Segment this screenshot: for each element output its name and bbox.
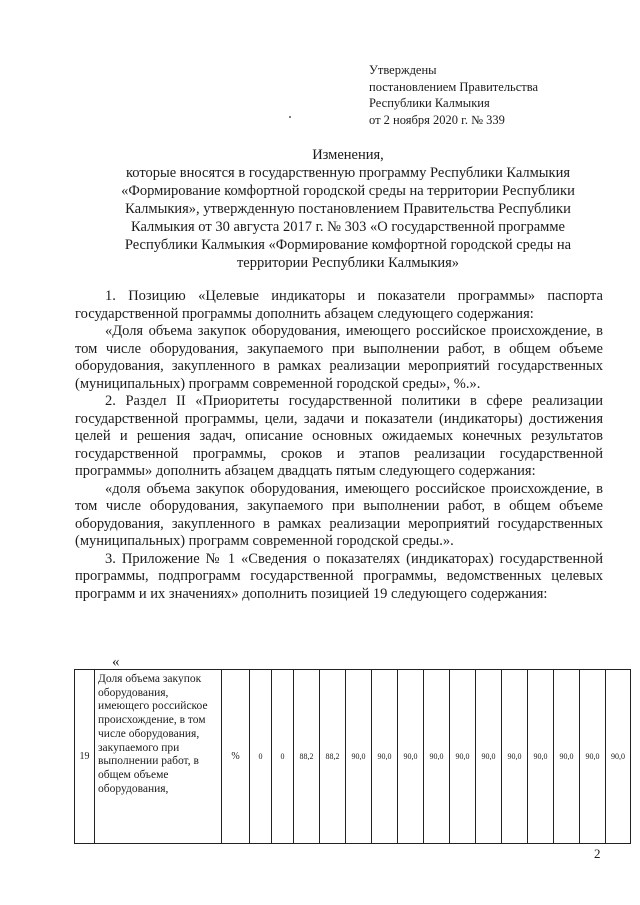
- title-line-1: Изменения,: [312, 147, 384, 163]
- title-line-4: Калмыкия», утвержденную постановлением Правительства Республики: [125, 201, 571, 217]
- value-cell: 0: [272, 670, 294, 844]
- indicator-table: [74, 669, 631, 844]
- value-cell: 90,0: [398, 670, 424, 844]
- paragraph-1: 1. Позицию «Целевые индикаторы и показатели программы» паспорта государственной программы дополнить абзацем следующего содержания:: [75, 288, 603, 322]
- table-row: [75, 670, 631, 844]
- title-line-6: Республики Калмыкия «Формирование комфортной городской среды на: [124, 237, 572, 253]
- value-cell: 90,0: [476, 670, 502, 844]
- paragraph-1-quote: «Доля объема закупок оборудования, имеющего российское происхождение, в том числе оборудования, закупаемого при выполнении работ, в общем объеме оборудования, закупленного в рамках реализации мероприятий государственных (муниципальных) программ современной городской среды», %.».: [75, 323, 603, 392]
- title-line-3: «Формирование комфортной городской среды на территории Республики: [121, 183, 575, 199]
- value-cell: 90,0: [502, 670, 528, 844]
- scan-speck: [289, 116, 291, 118]
- approval-line-1: Утверждены: [369, 63, 437, 77]
- value-cell: 90,0: [372, 670, 398, 844]
- approval-line-3: Республики Калмыкия: [369, 96, 490, 110]
- value-cell: 88,2: [294, 670, 320, 844]
- indicator-name-cell: Доля объема закупок оборудования, имеющего российское происхождение, в том числе оборудования, закупаемого при выполнении работ, в общем объеме оборудования,: [95, 670, 222, 844]
- title-line-5: Калмыкия от 30 августа 2017 г. № 303 «О государственной программе: [131, 219, 565, 235]
- page-number: 2: [594, 846, 601, 861]
- value-cell: 90,0: [580, 670, 606, 844]
- value-cell: 90,0: [606, 670, 631, 844]
- approval-line-2: постановлением Правительства: [369, 79, 539, 94]
- row-number-cell: 19: [75, 670, 95, 844]
- value-cell: 90,0: [424, 670, 450, 844]
- title-line-2: которые вносятся в государственную программу Республики Калмыкия: [125, 165, 571, 181]
- value-cell: 0: [250, 670, 272, 844]
- paragraph-3: 3. Приложение № 1 «Сведения о показателях (индикаторах) государственной программы, подпрограмм государственной программы, ведомственных целевых программ и их значениях» дополнить позицией 19 следующего содержания:: [75, 550, 603, 602]
- title-line-7: территории Республики Калмыкия»: [236, 255, 460, 271]
- value-cell: 90,0: [346, 670, 372, 844]
- document-title: [88, 146, 608, 272]
- value-cell: 88,2: [320, 670, 346, 844]
- approval-stamp: [369, 62, 538, 128]
- paragraph-2: 2. Раздел II «Приоритеты государственной политики в сфере реализации государственной программы, цели, задачи и показатели (индикаторы) достижения целей и решения задач, описание основных ожидаемых конечных результатов государственной программы, сроков и этапов реализации государственной программы» дополнить абзацем двадцать пятым следующего содержания:: [75, 393, 603, 479]
- document-body: [75, 288, 603, 603]
- value-cell: 90,0: [450, 670, 476, 844]
- opening-quote: «: [112, 654, 120, 670]
- value-cell: 90,0: [554, 670, 580, 844]
- paragraph-2-quote: «доля объема закупок оборудования, имеющего российское происхождение, в том числе оборудования, закупаемого при выполнении работ, в общем объеме оборудования, закупленного в рамках реализации мероприятий государственных (муниципальных) программ современной городской среды.».: [75, 480, 603, 549]
- unit-cell: %: [222, 670, 250, 844]
- approval-line-4: от 2 ноября 2020 г. № 339: [369, 112, 505, 127]
- value-cell: 90,0: [528, 670, 554, 844]
